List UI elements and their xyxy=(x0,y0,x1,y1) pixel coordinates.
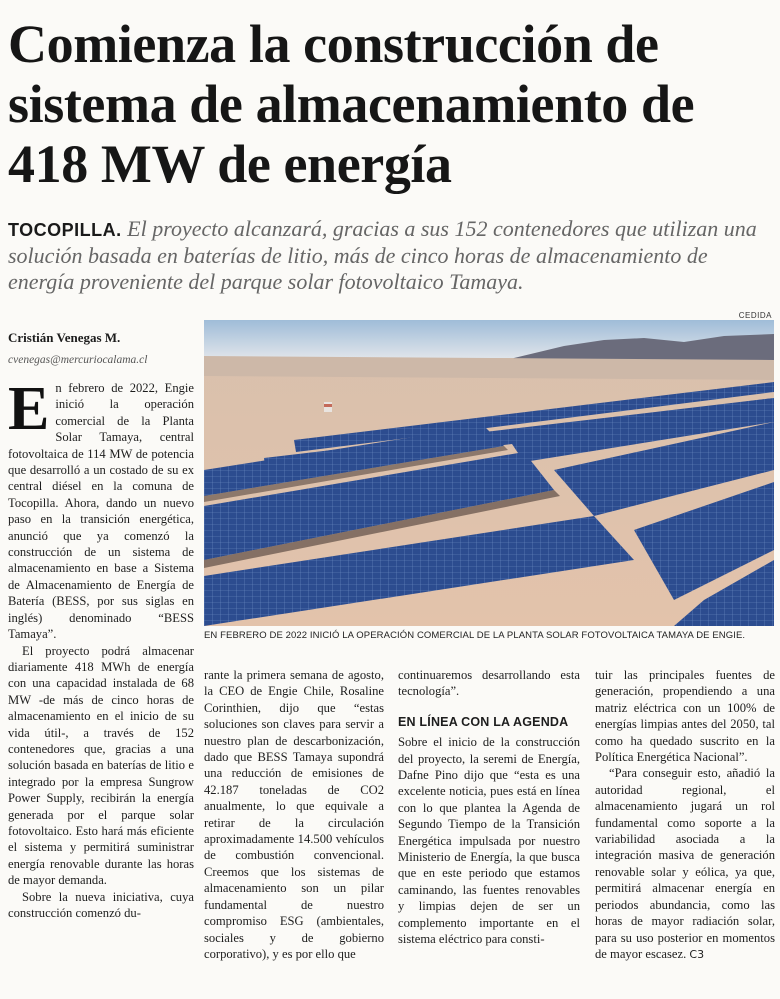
dropcap: E xyxy=(8,375,50,443)
paragraph xyxy=(595,765,775,963)
photo-credit: CEDIDA xyxy=(738,311,772,320)
paragraph-text: n febrero de 2022, Engie inició la operación comercial de la Planta Solar Tamaya, central fotovoltaica de 114 MW de potencia que desarrolló a un costado de su ex central diésel en la comuna de Tocopilla. Ahora, dando un nuevo paso en la transición energética, anunció que ya comenzó la construcción de un sistema de almacenamiento en base a Sistema de Almacenamiento de Energía de Batería (BESS, por sus siglas en inglés) denominado “BESS Tamaya”. xyxy=(8,381,194,642)
byline xyxy=(8,330,198,366)
headline: Comienza la construcción de sistema de almacenamiento de 418 MW de energía xyxy=(8,14,695,194)
article-column-3 xyxy=(398,667,580,948)
author-email: cvenegas@mercuriocalama.cl xyxy=(8,354,148,366)
article-column-1 xyxy=(8,375,194,921)
paragraph: continuaremos desarrollando esta tecnología”. xyxy=(398,668,580,699)
location-tag: TOCOPILLA. xyxy=(8,220,122,240)
paragraph: rante la primera semana de agosto, la CEO de Engie Chile, Rosaline Corinthien, dijo que “estas soluciones son claves para servir a nuestro plan de descarbonización, dado que BESS Tamaya supondrá una reducción de emisiones de 42.187 toneladas de CO2 anualmente, lo que equivale a retirar de la circulación aproximadamente 14.500 vehículos de combustión convencional. Creemos que los sistemas de almacenamiento son un pilar fundamental de nuestro compromiso ESG (ambientales, sociales y de gobierno corporativo), y es por ello que xyxy=(204,668,384,961)
subheading: EN LÍNEA CON LA AGENDA xyxy=(398,714,569,729)
paragraph: El proyecto podrá almacenar diariamente 418 MWh de energía con una capacidad instalada de 68 MW -de más de cinco horas de almacenamiento en el inicio de su vida útil-, a través de 152 contenedores que, gracias a una solución basada en baterías de litio e integrado por la empresa Sungrow Power Supply, recibirán la energía generada por el parque solar fotovoltaico. Esto hará más eficiente el sistema y permitirá suministrar energía renovable durante las horas de mayor demanda. xyxy=(8,643,194,888)
end-mark: C3 xyxy=(689,947,705,961)
lead-text: El proyecto alcanzará, gracias a sus 152 contenedores que utilizan una solución basada en baterías de litio, más de cinco horas de almacenamiento de energía proveniente del parque solar fotovoltaico Tamaya. xyxy=(8,216,757,294)
paragraph: tuir las principales fuentes de generación, propendiendo a una matriz eléctrica con un 100% de energías limpias antes del 2050, tal como ha quedado suscrito en la Política Energética Nacional”. xyxy=(595,668,775,765)
paragraph-text: “Para conseguir esto, añadió la autoridad regional, el almacenamiento jugará un rol fundamental como soporte a la variabilidad asociada a la integración masiva de generación renovable solar y eólica, ya que, permitirá almacenar energía en periodos abundancia, como las horas de mayor radiación solar, para su uso posterior en momentos de mayor escasez. xyxy=(595,766,775,961)
article-column-2 xyxy=(204,667,384,962)
photo-caption: EN FEBRERO DE 2022 INICIÓ LA OPERACIÓN COMERCIAL DE LA PLANTA SOLAR FOTOVOLTAICA TAMAYA DE ENGIE. xyxy=(204,630,746,641)
paragraph xyxy=(8,375,194,643)
paragraph: Sobre el inicio de la construcción del proyecto, la seremi de Energía, Dafne Pino dijo que “esta es una excelente noticia, pues está en línea con lo que plantea la Agenda de Segundo Tiempo de la Transición Energética impulsada por nuestro Ministerio de Energía, la que busca que en este periodo que estamos caminando, las fuentes renovables y limpias dejen de ser un complemento importante en el sistema eléctrico para consti- xyxy=(398,735,580,947)
article-column-4 xyxy=(595,667,775,963)
lead-paragraph xyxy=(8,216,776,295)
author-name: Cristián Venegas M. xyxy=(8,330,121,345)
solar-plant-photo xyxy=(204,320,774,626)
paragraph: Sobre la nueva iniciativa, cuya construcción comenzó du- xyxy=(8,889,194,920)
